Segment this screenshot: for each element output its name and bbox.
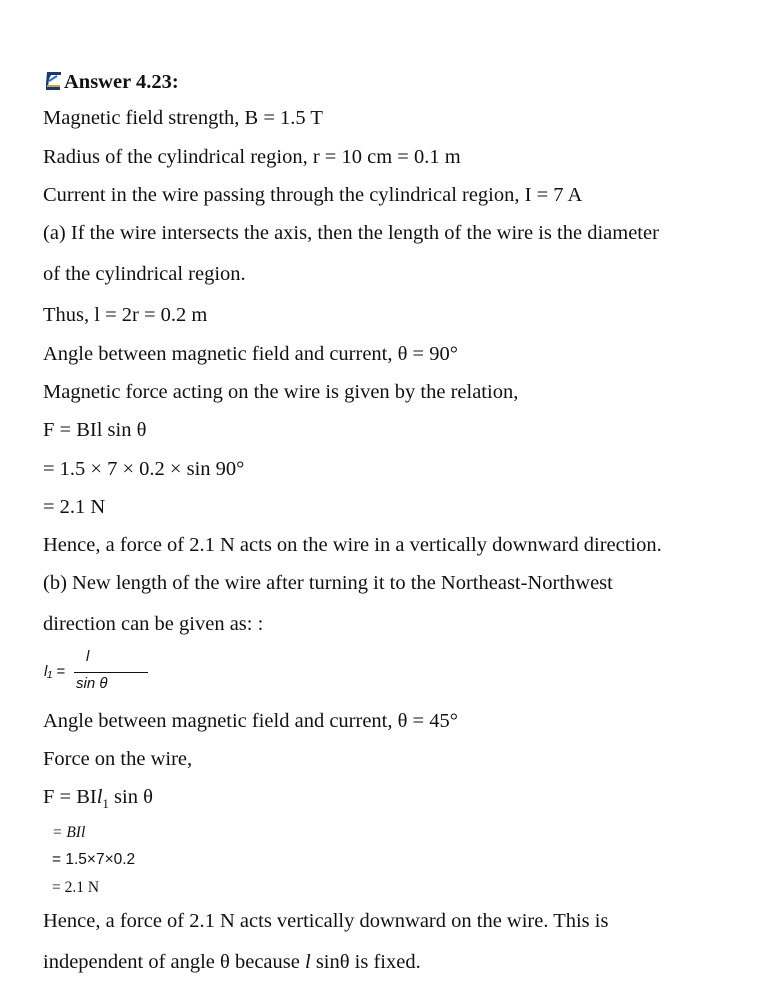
text-line: Force on the wire, [43,748,193,770]
text-line: (b) New length of the wire after turning it to the Northeast-Northwest [43,572,613,594]
equation-line: = 1.5 × 7 × 0.2 × sin 90° [43,458,245,480]
text-line: of the cylindrical region. [43,263,246,285]
equation-line: F = BIl$_1$ sin θ [43,786,153,812]
text-line: Angle between magnetic field and current, θ = 90° [43,343,458,365]
text-line: direction can be given as: : [43,613,264,635]
fraction-lhs: l₁ = [44,663,65,680]
equation-line: = BIl [52,824,86,841]
text-line: Angle between magnetic field and current, θ = 45° [43,710,458,732]
logo-icon [44,70,64,92]
answer-heading: Answer 4.23: [64,71,179,93]
text-line: Magnetic field strength, B = 1.5 T [43,107,323,129]
text-line: Magnetic force acting on the wire is given by the relation, [43,381,519,403]
text-line: Hence, a force of 2.1 N acts vertically downward on the wire. This is [43,910,609,932]
text-line: independent of angle θ because l sinθ is fixed. [43,951,421,973]
equation-line: F = BIl sin θ [43,419,147,441]
text-line: Current in the wire passing through the cylindrical region, I = 7 A [43,184,583,206]
equation-line: = 1.5×7×0.2 [52,851,136,868]
fraction-denominator: sin θ [76,675,108,692]
fraction-numerator: l [86,648,90,665]
fraction-equation [44,648,134,700]
fraction-bar [74,672,148,673]
text-line: Radius of the cylindrical region, r = 10 cm = 0.1 m [43,146,461,168]
text-line: (a) If the wire intersects the axis, then the length of the wire is the diameter [43,222,659,244]
equation-line: = 2.1 N [43,496,106,518]
text-line: Hence, a force of 2.1 N acts on the wire in a vertically downward direction. [43,534,662,556]
text-line: Thus, l = 2r = 0.2 m [43,304,208,326]
equation-line: = 2.1 N [52,879,100,896]
